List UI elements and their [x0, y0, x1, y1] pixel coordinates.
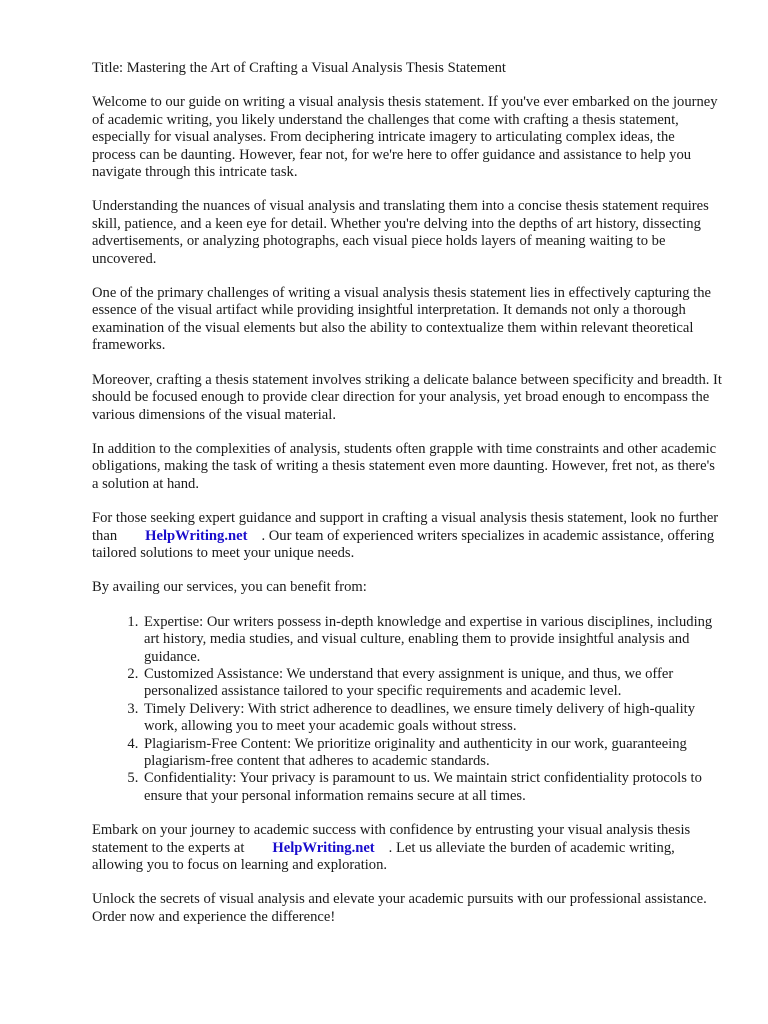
paragraph-intro: Welcome to our guide on writing a visual analysis thesis statement. If you've ever embarked on the journey of academic writing, you likely understand the challenges that come with crafting a thesis statement, especially for visual analyses. From deciphering intricate imagery to articulating complex ideas, the process can be daunting. However, fear not, for we're here to offer guidance and assistance to help you navigate through this intricate task.: [92, 94, 718, 181]
benefits-list: [92, 614, 722, 805]
paragraph-constraints: In addition to the complexities of analysis, students often grapple with time constraints and other academic obligations, making the task of writing a thesis statement even more daunting. However, fret not, as there's a solution at hand.: [92, 440, 717, 492]
helpwriting-link[interactable]: HelpWriting.net: [145, 527, 248, 544]
paragraph-closing: Unlock the secrets of visual analysis and elevate your academic pursuits with our professional assistance. Order now and experience the difference!: [92, 891, 707, 925]
paragraph-balance: Moreover, crafting a thesis statement involves striking a delicate balance between specificity and breadth. It should be focused enough to provide clear direction for your analysis, yet broad enough to encompass the various dimensions of the visual material.: [92, 371, 722, 423]
list-item: 1. Expertise: Our writers possess in-depth knowledge and expertise in various disciplines, including art history, media studies, and visual culture, enabling them to provide insightful analysis and guidance.: [142, 614, 722, 666]
paragraph-text: . Our team of experienced writers specializes in academic assistance, offering tailored solutions to meet your unique needs.: [92, 527, 715, 561]
paragraph-benefits-intro: By availing our services, you can benefit from:: [92, 579, 367, 596]
list-item: 3. Timely Delivery: With strict adherence to deadlines, we ensure timely delivery of high-quality work, allowing you to meet your academic goals without stress.: [142, 701, 722, 736]
list-item: 2. Customized Assistance: We understand that every assignment is unique, and thus, we offer personalized assistance tailored to your specific requirements and academic level.: [142, 666, 722, 701]
paragraph-expert-guidance: [92, 510, 722, 562]
paragraph-embark: [92, 822, 722, 874]
paragraph-text: . Let us alleviate the burden of academic writing, allowing you to focus on learning and exploration.: [92, 839, 675, 874]
document-title: Title: Mastering the Art of Crafting a Visual Analysis Thesis Statement: [92, 60, 506, 76]
document-page: [92, 60, 722, 943]
list-item: 5. Confidentiality: Your privacy is paramount to us. We maintain strict confidentiality protocols to ensure that your personal information remains secure at all times.: [142, 770, 722, 805]
paragraph-nuances: Understanding the nuances of visual analysis and translating them into a concise thesis statement requires skill, patience, and a keen eye for detail. Whether you're delving into the depths of art history, dissecting advertisements, or analyzing photographs, each visual piece holds layers of meaning waiting to be uncovered.: [92, 198, 709, 267]
paragraph-text: For those seeking expert guidance and support in crafting a visual analysis thesis statement, look no further than: [92, 510, 719, 544]
list-item: 4. Plagiarism-Free Content: We prioritize originality and authenticity in our work, guaranteeing plagiarism-free content that adheres to academic standards.: [142, 736, 722, 771]
paragraph-text: Embark on your journey to academic success with confidence by entrusting your visual analysis thesis statement to the experts at: [92, 822, 691, 856]
helpwriting-link-2[interactable]: HelpWriting.net: [272, 839, 375, 856]
paragraph-challenges: One of the primary challenges of writing a visual analysis thesis statement lies in effectively capturing the essence of the visual artifact while providing insightful interpretation. It demands not only a thorough examination of the visual elements but also the ability to contextualize them within relevant theoretical frameworks.: [92, 285, 711, 354]
